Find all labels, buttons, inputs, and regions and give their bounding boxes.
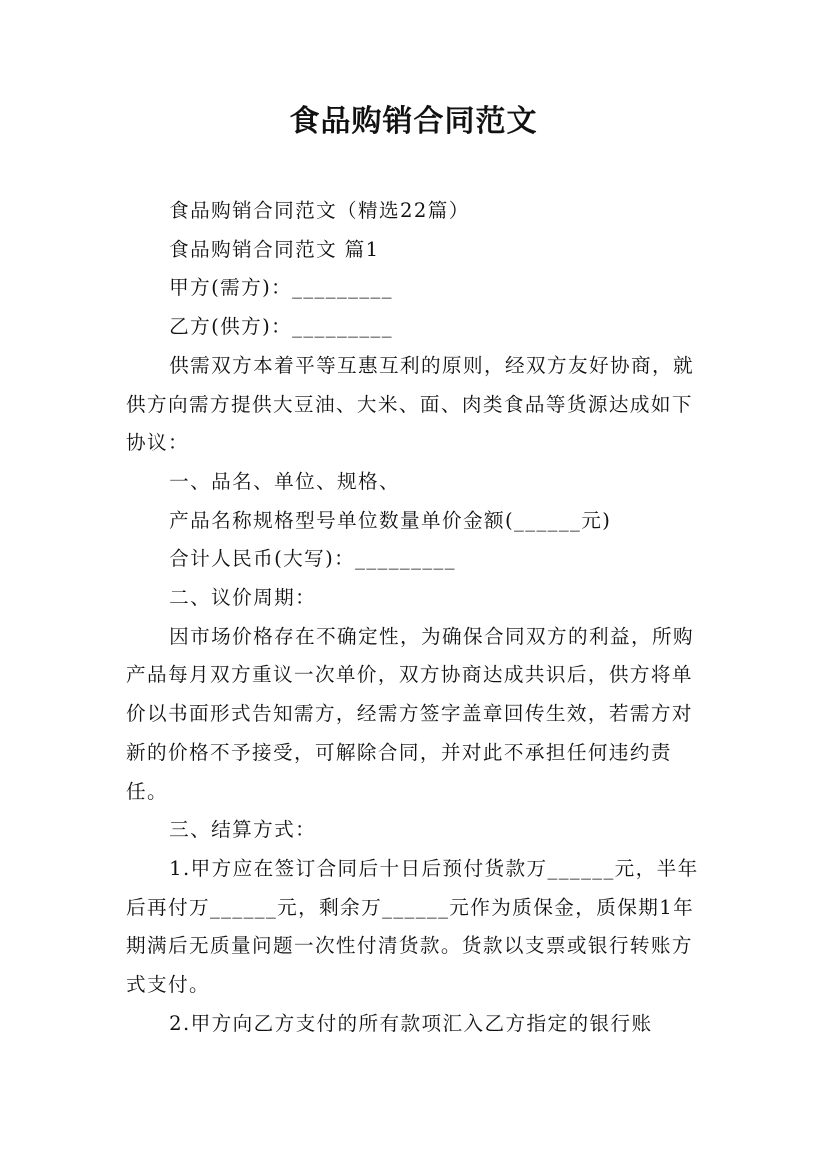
paragraph-section-heading: 食品购销合同范文 篇1 [169, 237, 380, 261]
document-title: 食品购销合同范文 [289, 104, 538, 139]
paragraph-settlement-1: 1.甲方应在签订合同后十日后预付货款万______元，半年后再付万______元，剩余万______元作为质保金，质保期1年期满后无质量问题一次性付清货款。货款以支票或银行转账方式支付。 [126, 856, 699, 997]
paragraph-settlement-2: 2.甲方向乙方支付的所有款项汇入乙方指定的银行账 [169, 1011, 653, 1035]
paragraph-total-rmb: 合计人民币(大写)：_________ [169, 547, 456, 571]
paragraph-subtitle: 食品购销合同范文（精选22篇） [169, 199, 470, 222]
paragraph-clause-2-heading: 二、议价周期： [169, 586, 317, 610]
paragraph-clause-3-heading: 三、结算方式： [169, 818, 317, 842]
paragraph-party-b: 乙方(供方)：_________ [169, 315, 393, 339]
paragraph-pricing-cycle: 因市场价格存在不确定性，为确保合同双方的利益，所购产品每月双方重议一次单价，双方协商达成共识后，供方将单价以书面形式告知需方，经需方签字盖章回传生效，若需方对新的价格不予接受，可解除合同，并对此不承担任何违约责任。 [126, 624, 694, 803]
paragraph-clause-1-heading: 一、品名、单位、规格、 [169, 469, 401, 493]
paragraph-party-a: 甲方(需方)：_________ [169, 276, 393, 300]
paragraph-preamble: 供需双方本着平等互惠互利的原则，经双方友好协商，就供方向需方提供大豆油、大米、面、肉类食品等货源达成如下协议： [126, 353, 694, 455]
paragraph-product-header: 产品名称规格型号单位数量单价金额(______元) [169, 508, 612, 532]
document-body [126, 192, 706, 1043]
